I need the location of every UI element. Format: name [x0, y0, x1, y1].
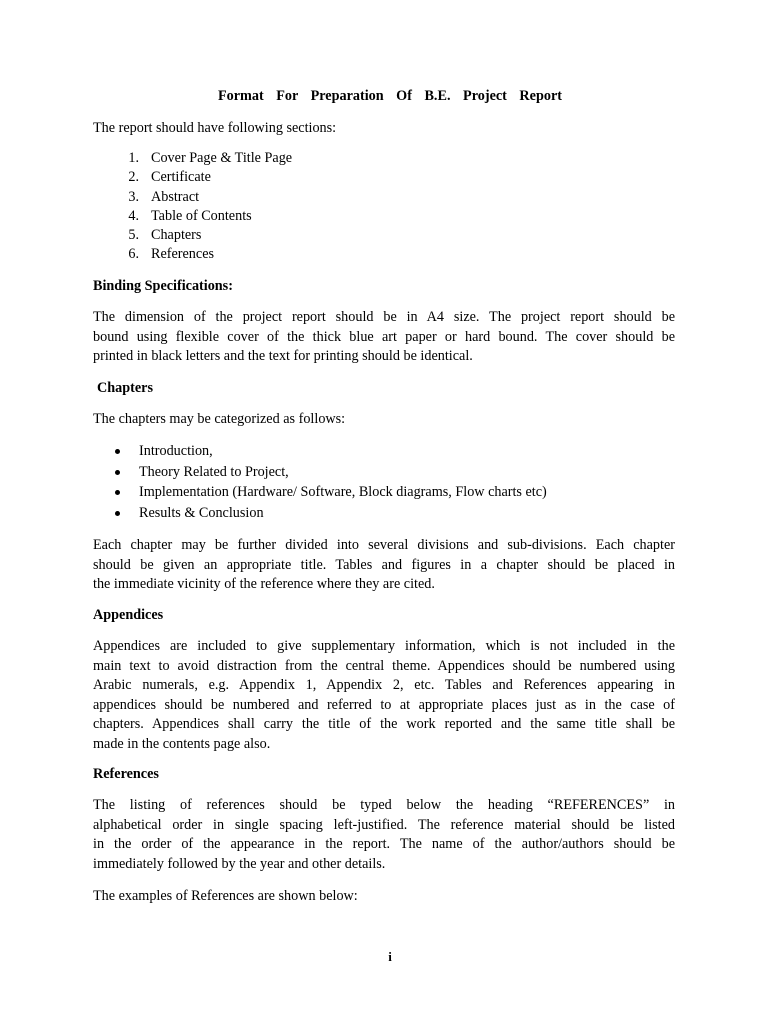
paragraph-line: Appendices are included to give supplementary information, which is not included in the [93, 638, 675, 654]
paragraph-line: bound using flexible cover of the thick blue art paper or hard bound. The cover should be [93, 328, 675, 345]
list-item: 2. Certificate [128, 169, 211, 186]
paragraph-line: in the order of the appearance in the report. The name of the author/authors should be [93, 836, 675, 852]
chapters-heading: Chapters [97, 380, 153, 396]
list-item: Introduction, [93, 442, 675, 463]
list-item: Results & Conclusion [93, 504, 675, 525]
list-item: 3. Abstract [128, 188, 200, 205]
paragraph-line: The dimension of the project report should be in A4 size. The project report should be [93, 309, 675, 325]
appendices-heading: Appendices [93, 607, 164, 623]
chapters-list [93, 442, 675, 525]
bullet-icon [93, 442, 139, 463]
paragraph-line: should be given an appropriate title. Tables and figures in a chapter should be placed in [93, 556, 675, 573]
paragraph-line: Arabic numerals, e.g. Appendix 1, Appendix 2, etc. Tables and References appearing in [93, 677, 675, 693]
binding-heading: Binding Specifications: [93, 278, 233, 294]
references-paragraph [93, 796, 675, 874]
binding-paragraph [93, 308, 675, 367]
sections-list [93, 149, 675, 265]
references-examples: The examples of References are shown below: [93, 888, 358, 904]
document-title: Format For Preparation Of B.E. Project Report [218, 88, 562, 104]
list-item: 1. Cover Page & Title Page [128, 150, 293, 166]
bullet-icon [93, 463, 139, 484]
appendices-paragraph [93, 637, 675, 754]
paragraph-line: the immediate vicinity of the reference where they are cited. [93, 576, 435, 592]
paragraph-line: main text to avoid distraction from the central theme. Appendices should be numbered using [93, 657, 675, 674]
chapters-paragraph [93, 536, 675, 595]
paragraph-line: immediately followed by the year and other details. [93, 855, 386, 872]
list-item: 5. Chapters [128, 227, 202, 244]
chapters-intro: The chapters may be categorized as follows: [93, 411, 346, 427]
paragraph-line: Each chapter may be further divided into several divisions and sub-divisions. Each chapter [93, 537, 675, 553]
paragraph-line: made in the contents page also. [93, 735, 271, 752]
bullet-icon [93, 483, 139, 504]
sections-intro: The report should have following sections: [93, 120, 337, 136]
page-number: i [388, 949, 392, 964]
list-item: Theory Related to Project, [93, 463, 675, 484]
paragraph-line: printed in black letters and the text for printing should be identical. [93, 348, 473, 364]
paragraph-line: alphabetical order in single spacing left-justified. The reference material should be listed [93, 816, 675, 833]
list-item: 6. References [128, 246, 215, 263]
paragraph-line: appendices should be numbered and referred to at appropriate places just as in the case of [93, 696, 675, 713]
list-item: Implementation (Hardware/ Software, Block diagrams, Flow charts etc) [93, 483, 675, 504]
paragraph-line: chapters. Appendices shall carry the title of the work reported and the same title shall be [93, 716, 675, 732]
list-item: 4. Table of Contents [128, 207, 252, 224]
bullet-icon [93, 504, 139, 525]
references-heading: References [93, 766, 159, 782]
document-page [93, 0, 675, 1024]
paragraph-line: The listing of references should be typed below the heading “REFERENCES” in [93, 797, 675, 813]
